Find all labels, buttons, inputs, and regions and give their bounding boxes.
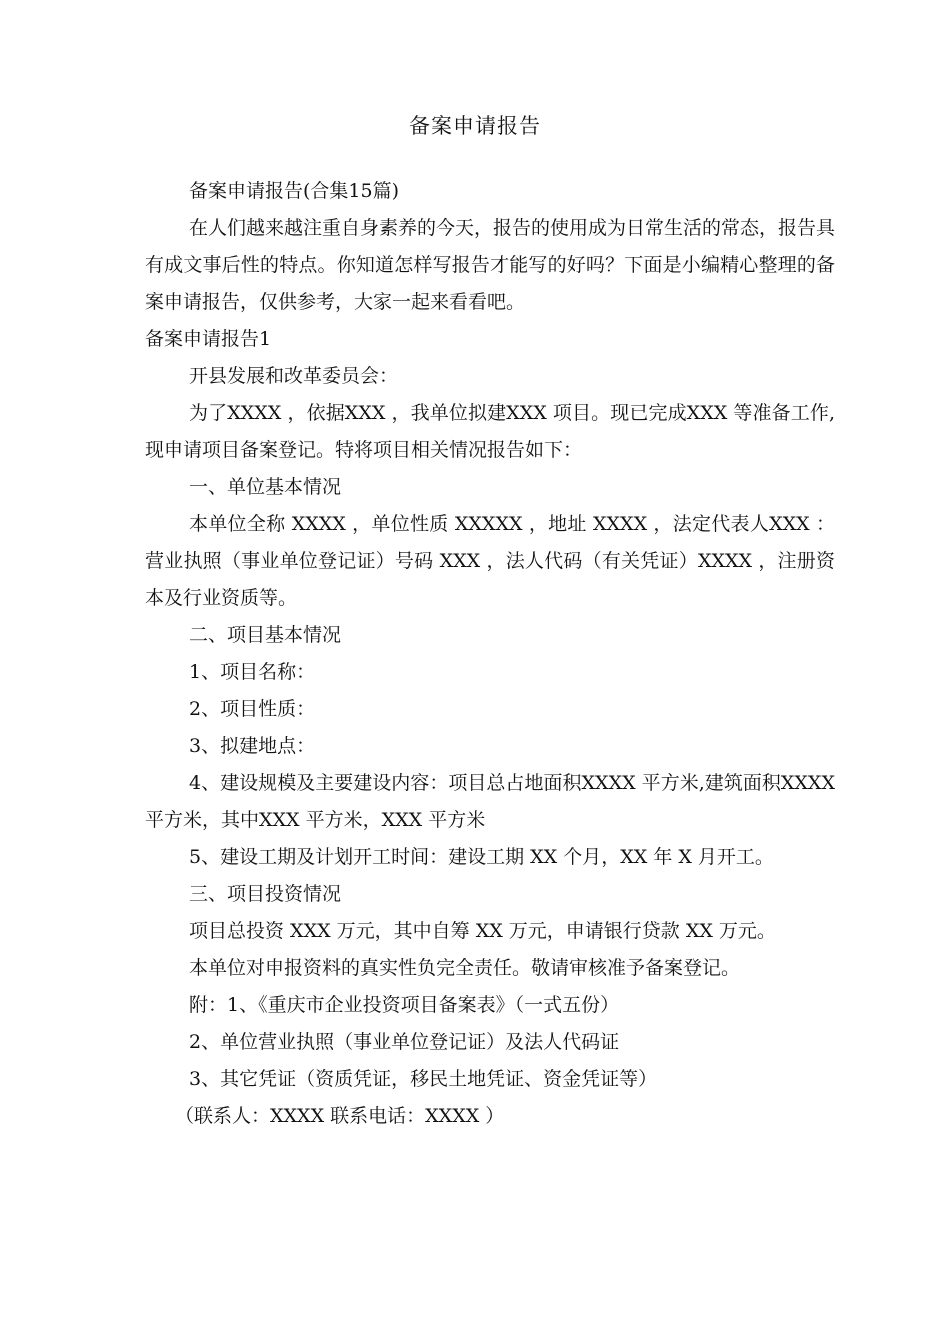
construction-period-item: 5、建设工期及计划开工时间：建设工期 XX 个月，XX 年 X 月开工。 [189, 846, 774, 868]
project-location-item: 3、拟建地点： [189, 735, 316, 757]
section-heading-report-1: 备案申请报告1 [145, 328, 272, 350]
collection-subtitle: 备案申请报告(合集15篇) [189, 180, 400, 202]
heading-project-info: 二、项目基本情况 [189, 624, 342, 646]
attachment-3: 3、其它凭证（资质凭证，移民土地凭证、资金凭证等） [189, 1068, 658, 1090]
intro-paragraph: 在人们越来越注重自身素养的今天，报告的使用成为日常生活的常态，报告具有成文事后性的特点。你知道怎样写报告才能写的好吗？下面是小编精心整理的备案申请报告，仅供参考，大家一起来看看吧。 [145, 217, 836, 313]
addressee: 开县发展和改革委员会： [189, 365, 399, 387]
project-name-item: 1、项目名称： [189, 661, 316, 683]
attachment-2: 2、单位营业执照（事业单位登记证）及法人代码证 [189, 1031, 620, 1053]
unit-info-paragraph: 本单位全称 XXXX ，单位性质 XXXXX ，地址 XXXX ，法定代表人XXX ：营业执照（事业单位登记证）号码 XXX ，法人代码（有关凭证）XXXX ，注册资本及行业资质等。 [145, 513, 835, 609]
attachment-1: 附：1、《重庆市企业投资项目备案表》（一式五份） [189, 994, 620, 1016]
contact-info: （联系人：XXXX 联系电话：XXXX ） [175, 1105, 505, 1127]
construction-scale-item: 4、建设规模及主要建设内容：项目总占地面积XXXX 平方米,建筑面积XXXX 平方米，其中XXX 平方米，XXX 平方米 [145, 772, 835, 831]
purpose-paragraph: 为了XXXX ，依据XXX ，我单位拟建XXX 项目。现已完成XXX 等准备工作,现申请项目备案登记。特将项目相关情况报告如下： [145, 402, 835, 461]
document-title: 备案申请报告 [409, 114, 541, 138]
heading-unit-info: 一、单位基本情况 [189, 476, 342, 498]
responsibility-statement: 本单位对申报资料的真实性负完全责任。敬请审核准予备案登记。 [189, 957, 741, 979]
project-nature-item: 2、项目性质： [189, 698, 316, 720]
document-body [145, 173, 835, 1135]
investment-paragraph: 项目总投资 XXX 万元，其中自筹 XX 万元，申请银行贷款 XX 万元。 [189, 920, 776, 942]
heading-investment: 三、项目投资情况 [189, 883, 342, 905]
